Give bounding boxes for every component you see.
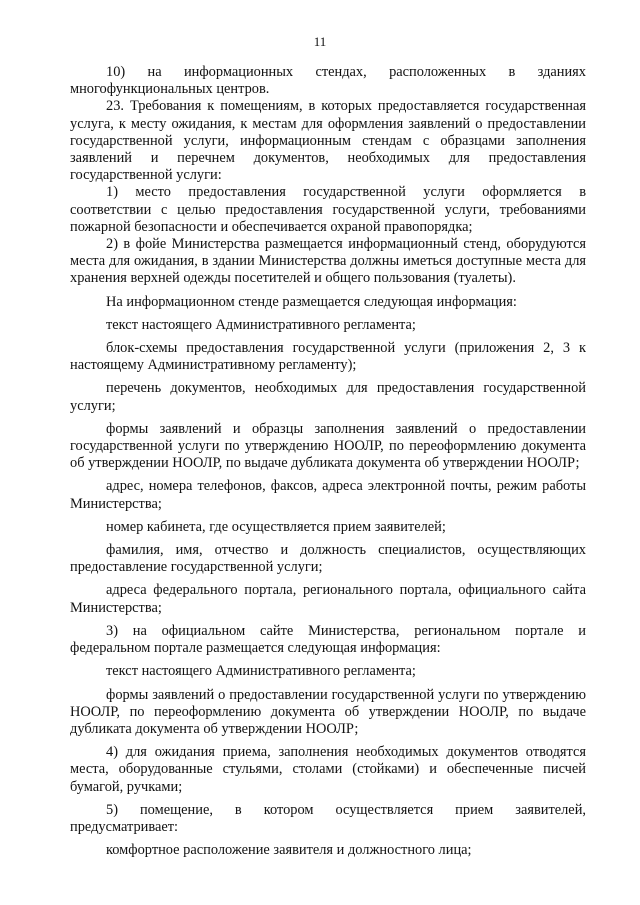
paragraph-item-3: 3) на официальном сайте Министерства, региональном портале и федеральном портале размещается следующая информация: [70,622,586,657]
paragraph-item-5: 5) помещение, в котором осуществляется прием заявителей, предусматривает: [70,801,586,835]
paragraph-application-forms: формы заявлений и образцы заполнения заявлений о предоставлении государственной услуги по утверждению НООЛР, по переоформлению документа об утверждении НООЛР, по выдаче дубликата документа об утверждении НООЛР; [70,420,586,472]
paragraph-regulation-text: текст настоящего Административного регламента; [106,316,416,333]
paragraph-application-forms-online: формы заявлений о предоставлении государственной услуги по утверждению НООЛР, по переоформлению документа об утверждении НООЛР, по выдаче дубликата документа об утверждении НООЛР; [70,686,586,737]
paragraph-portal-addresses: адреса федерального портала, регионального портала, официального сайта Министерства; [70,582,586,616]
paragraph-stand-info-intro: На информационном стенде размещается следующая информация: [106,293,517,310]
paragraph-item-1: 1) место предоставления государственной услуги оформляется в соответствии с целью предоставления государственной услуги, требованиями пожарной безопасности и обеспечивается охраной правопорядка; [70,184,586,235]
paragraph-item-2: 2) в фойе Министерства размещается информационный стенд, оборудуются места для ожидания, в здании Министерства должны иметься доступные места для хранения верхней одежды посетителей и общего пользования (туалеты). [70,236,586,287]
paragraph-specialists: фамилия, имя, отчество и должность специалистов, осуществляющих предоставление государственной услуги; [70,542,586,576]
paragraph-comfortable-placement: комфортное расположение заявителя и должностного лица; [106,842,472,859]
paragraph-item-4: 4) для ожидания приема, заполнения необходимых документов отводятся места, оборудованные стульями, столами (стойками) и обеспеченные писчей бумагой, ручками; [70,744,586,795]
paragraph-contacts: адрес, номера телефонов, факсов, адреса электронной почты, режим работы Министерства; [70,478,586,512]
page-number: 11 [313,34,327,49]
paragraph-section-23: 23. Требования к помещениям, в которых предоставляется государственная услуга, к месту ожидания, к местам для оформления заявлений о предоставлении государственной услуги, информационным стендам с образцами заполнения заявлений и перечнем документов, необходимых для предоставления государственной услуги: [70,98,586,184]
paragraph-office-number: номер кабинета, где осуществляется прием заявителей; [106,518,446,535]
paragraph-regulation-text-online: текст настоящего Административного регламента; [106,663,416,680]
paragraph-document-list: перечень документов, необходимых для предоставления государственной услуги; [70,380,586,414]
paragraph-item-10: 10) на информационных стендах, расположенных в зданиях многофункциональных центров. [70,64,586,98]
paragraph-block-schemes: блок-схемы предоставления государственной услуги (приложения 2, 3 к настоящему Административному регламенту); [70,340,586,374]
document-body [70,64,586,859]
